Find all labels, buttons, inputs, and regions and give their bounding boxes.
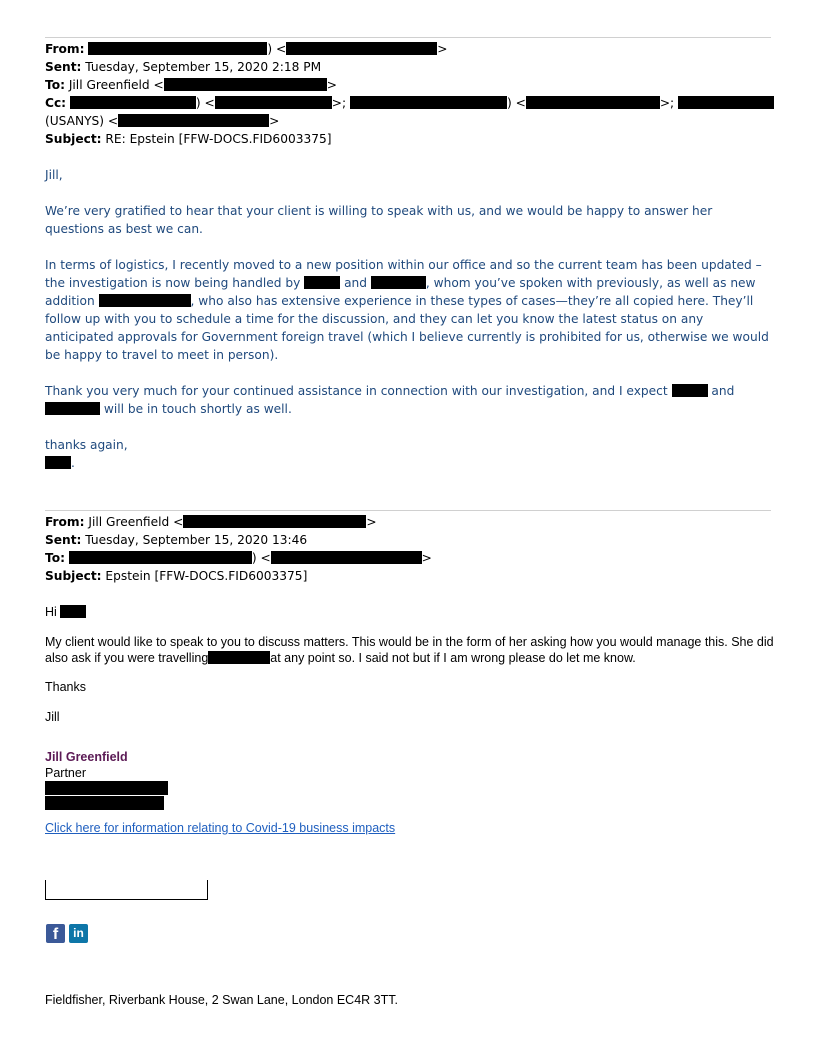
separator-middle (45, 510, 771, 511)
email1-from-line: From: ) < > (45, 42, 448, 56)
redaction (286, 42, 437, 55)
redaction (45, 402, 100, 415)
redaction (70, 96, 196, 109)
email1-cc-line-2: (USANYS) < > (45, 114, 280, 128)
email1-cc-line: Cc: ) < >; ) < >; (45, 94, 771, 112)
email2-thanks: Thanks (45, 680, 86, 694)
signature-name: Jill Greenfield (45, 750, 128, 764)
email1-greeting: Jill, (45, 168, 63, 182)
to-label: To: (45, 551, 65, 565)
redaction (118, 114, 269, 127)
redaction (164, 78, 327, 91)
subject-label: Subject: (45, 569, 102, 583)
redaction (304, 276, 340, 289)
redaction (45, 456, 71, 469)
sent-value: Tuesday, September 15, 2020 13:46 (85, 533, 308, 547)
email1-to-line: To: Jill Greenfield < > (45, 78, 337, 92)
cc-label: Cc: (45, 96, 67, 110)
redaction (99, 294, 191, 307)
email2-sent-line (45, 531, 771, 549)
email2-to-line: To: ) < > (45, 551, 432, 565)
email1-paragraph-1: We’re very gratified to hear that your client is willing to speak with us, and we would be happy to answer her questions as best we can. (45, 204, 713, 236)
redaction (371, 276, 426, 289)
linkedin-icon[interactable]: in (69, 924, 88, 943)
redaction (215, 96, 332, 109)
to-label: To: (45, 78, 65, 92)
redaction (672, 384, 708, 397)
subject-value: RE: Epstein [FFW-DOCS.FID6003375] (105, 132, 332, 146)
redaction (69, 551, 252, 564)
email1-subject-line (45, 130, 771, 148)
covid-info-link[interactable]: Click here for information relating to Covid-19 business impacts (45, 821, 396, 835)
email2-from-line: From: Jill Greenfield < > (45, 515, 377, 529)
separator-top (45, 37, 771, 38)
facebook-icon[interactable]: f (46, 924, 65, 943)
email2-paragraph-1: My client would like to speak to you to discuss matters. This would be in the form of her asking how you would manage this. She did also ask if you were travelling at any point so. I said not but if I am wrong please do let me know. (45, 635, 774, 665)
redaction (526, 96, 660, 109)
subject-value: Epstein [FFW-DOCS.FID6003375] (105, 569, 308, 583)
sent-label: Sent: (45, 533, 82, 547)
email1-signoff: . (45, 454, 773, 472)
from-label: From: (45, 42, 85, 56)
sent-label: Sent: (45, 60, 82, 74)
email2-signoff: Jill (45, 710, 60, 724)
sent-value: Tuesday, September 15, 2020 2:18 PM (85, 60, 322, 74)
email1-sent-line (45, 58, 771, 76)
redaction (208, 651, 270, 664)
email1-closing: thanks again, (45, 438, 128, 452)
redaction (88, 42, 267, 55)
redaction (678, 96, 774, 109)
email2-subject-line (45, 567, 771, 585)
signature-redaction (45, 781, 168, 795)
redaction (60, 605, 86, 618)
from-label: From: (45, 515, 85, 529)
redaction (350, 96, 507, 109)
signature-title: Partner (45, 766, 86, 780)
email1-paragraph-3: Thank you very much for your continued assistance in connection with our investigation, and I expect and will be in touch shortly as well. (45, 384, 735, 416)
redaction (271, 551, 422, 564)
logo-image-placeholder (45, 880, 208, 900)
redaction (183, 515, 366, 528)
subject-label: Subject: (45, 132, 102, 146)
email1-paragraph-2: In terms of logistics, I recently moved to a new position within our office and so the current team has been updated – the investigation is now being handled by and , whom you’ve spoken with previously, as well as new addition , who also has extensive experience in these types of cases—they’re all copied here. They’ll follow up with you to schedule a time for the discussion, and they can let you know the latest status on any anticipated approvals for Government foreign travel (which I believe currently is prohibited for us, otherwise we would be happy to travel to meet in person). (45, 258, 769, 362)
signature-redaction (45, 796, 164, 810)
firm-address: Fieldfisher, Riverbank House, 2 Swan Lane, London EC4R 3TT. (45, 993, 398, 1007)
email2-greeting: Hi (45, 605, 775, 621)
